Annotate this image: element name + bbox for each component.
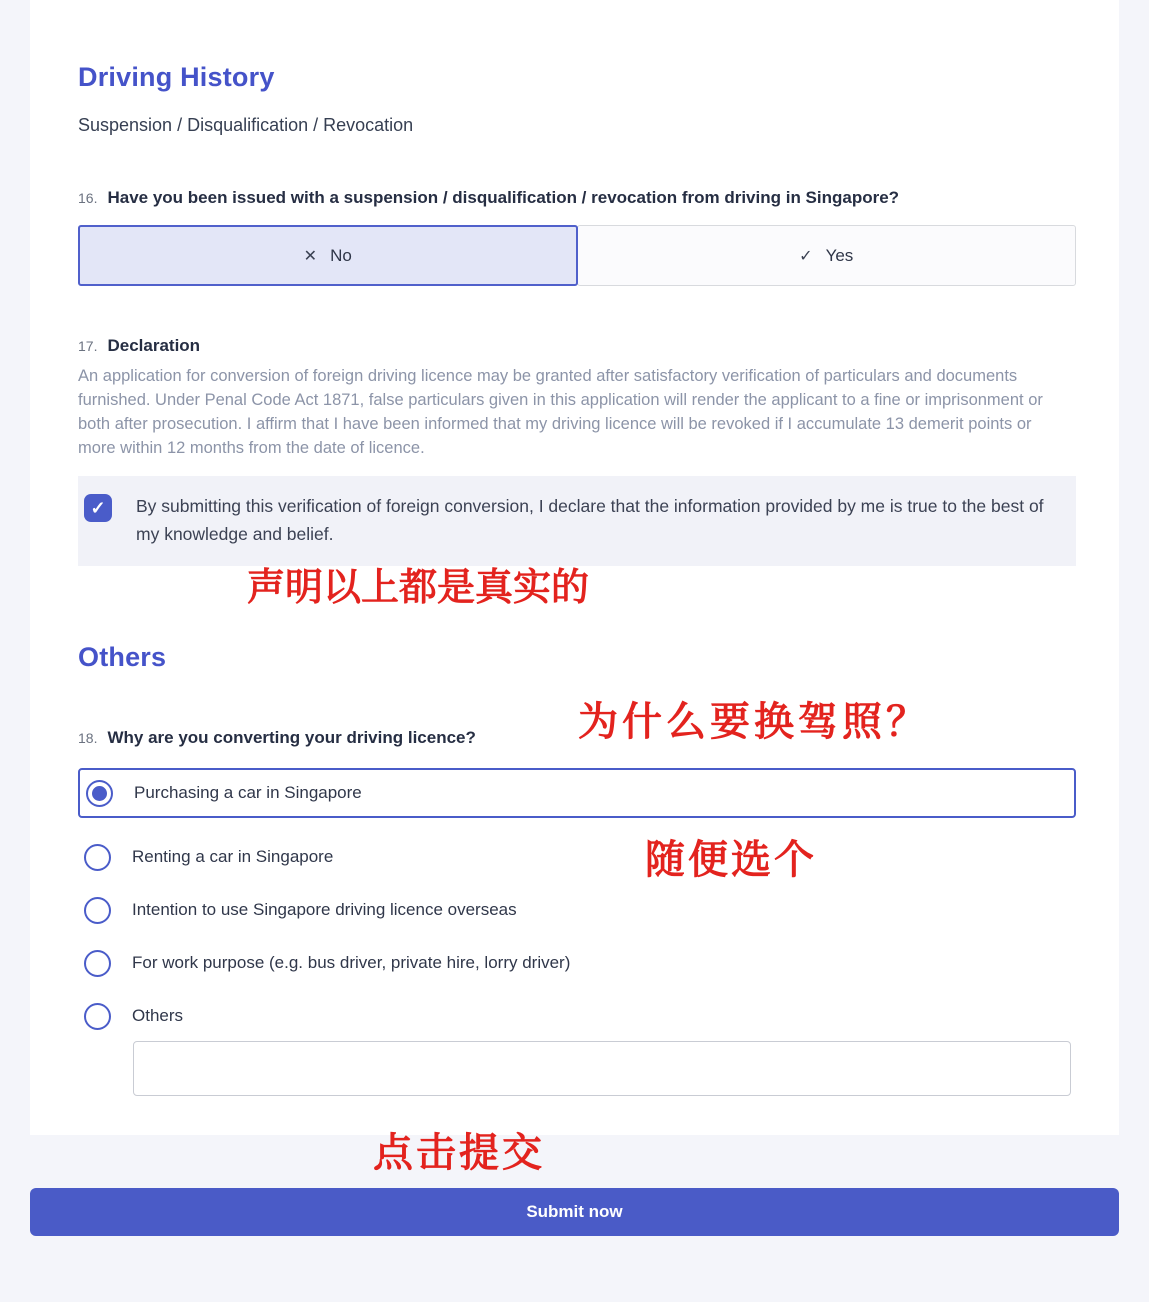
checkmark-icon: ✓ <box>90 497 106 518</box>
q16-option-no-label: No <box>330 245 352 265</box>
radio-unselected-icon <box>84 1003 111 1030</box>
radio-option-renting-label: Renting a car in Singapore <box>132 847 334 866</box>
q16-option-yes-label: Yes <box>825 245 854 265</box>
declaration-checkbox-row <box>78 476 1076 566</box>
section-subtitle-suspension: Suspension / Disqualification / Revocation <box>78 115 414 135</box>
question-18-text: Why are you converting your driving licence? <box>107 728 476 747</box>
section-title-others: Others <box>78 642 167 672</box>
x-icon: ✕ <box>303 247 318 265</box>
radio-option-renting[interactable] <box>78 843 1076 871</box>
annotation-click-submit-cn: 点击提交 <box>373 1130 545 1176</box>
annotation-pick-any-cn: 随便选个 <box>645 837 817 883</box>
section-title-driving-history: Driving History <box>78 62 275 92</box>
radio-option-overseas[interactable] <box>78 896 1076 924</box>
question-17 <box>78 336 1076 356</box>
check-icon: ✓ <box>799 247 813 265</box>
declaration-checkbox-label: By submitting this verification of foreign conversion, I declare that the information provided by me is true to the best of my knowledge and belief. <box>136 496 1044 544</box>
question-16-number: 16. <box>78 190 98 206</box>
radio-unselected-icon <box>84 950 111 977</box>
q16-toggle-group <box>78 225 1076 286</box>
submit-now-button[interactable]: Submit now <box>30 1188 1119 1236</box>
radio-selected-icon <box>86 780 113 807</box>
annotation-why-convert-cn: 为什么要换驾照？ <box>578 699 930 745</box>
question-17-title: Declaration <box>107 336 201 355</box>
question-17-number: 17. <box>78 338 98 354</box>
radio-unselected-icon <box>84 897 111 924</box>
q18-radio-group <box>78 768 1076 1096</box>
question-16 <box>78 188 1076 208</box>
radio-option-purchasing-label: Purchasing a car in Singapore <box>134 783 362 802</box>
declaration-checkbox[interactable] <box>84 494 112 522</box>
radio-option-purchasing[interactable] <box>78 768 1076 818</box>
radio-option-others-label: Others <box>132 1006 184 1025</box>
annotation-declaration-cn: 声明以上都是真实的 <box>247 565 590 609</box>
form-card <box>30 0 1119 1135</box>
q16-option-yes[interactable] <box>577 225 1077 286</box>
radio-option-overseas-label: Intention to use Singapore driving licence overseas <box>132 900 517 919</box>
others-detail-input[interactable] <box>133 1041 1071 1096</box>
question-18-number: 18. <box>78 730 98 746</box>
question-18 <box>78 728 1076 748</box>
radio-option-work-label: For work purpose (e.g. bus driver, private hire, lorry driver) <box>132 953 571 972</box>
question-16-text: Have you been issued with a suspension / disqualification / revocation from driving in Singapore? <box>107 188 900 207</box>
radio-option-work[interactable] <box>78 949 1076 977</box>
radio-unselected-icon <box>84 844 111 871</box>
q16-option-no[interactable] <box>78 225 578 286</box>
radio-option-others[interactable] <box>78 1002 1076 1030</box>
declaration-body: An application for conversion of foreign driving licence may be granted after satisfactory verification of particulars and documents furnished. Under Penal Code Act 1871, false particulars given in this application will render the applicant to a fine or imprisonment or both after prosecution. I affirm that I have been informed that my driving licence will be revoked if I accumulate 13 demerit points or more within 12 months from the date of licence. <box>78 367 1043 457</box>
